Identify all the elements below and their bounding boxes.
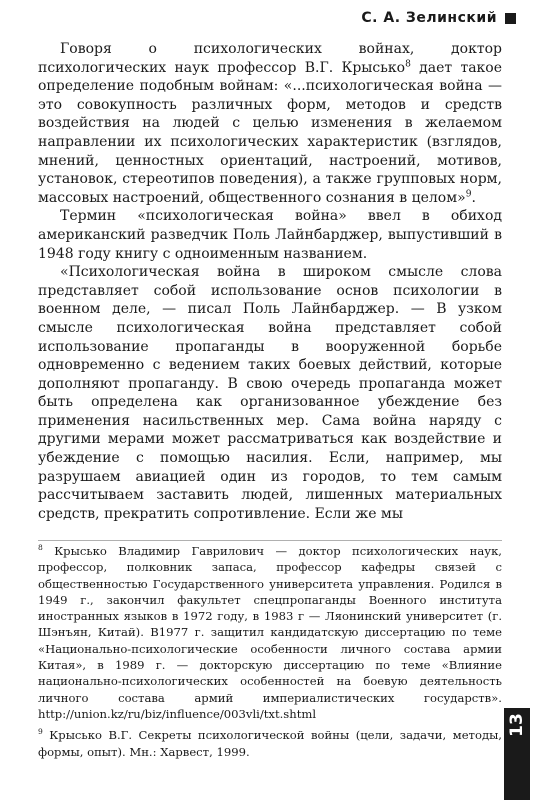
paragraph: «Психологическая война в широком смысле слова представляет собой использование основ психологии в военном деле, — писал Поль Лайнбарджер. — В узком смысле психологическая война представляет собой использование пропаганды в вооруженной борьбе одновременно с ведением таких боевых действий, которые дополняют пропаганду. В свою очередь пропаганда может быть определена как организованное убеждение без применения насильственных мер. Сама война наряду с другими мерами может рассматриваться как воздействие и убеждение с помощью насилия. Если, например, мы разрушаем авиацией один из городов, то тем самым рассчитываем заставить людей, лишенных материальных средств, прекратить сопротивление. Если же мы xyxy=(38,264,502,522)
footnote-ref: 8 xyxy=(405,58,411,69)
paragraph: Термин «психологическая война» ввел в обиход американский разведчик Поль Лайнбарджер, выпустивший в 1948 году книгу с одноименным названием. xyxy=(38,208,502,262)
running-header xyxy=(361,10,516,26)
footnote xyxy=(38,543,502,722)
footnote-text: Крысько В.Г. Секреты психологической войны (цели, задачи, методы, формы, опыт). Мн.: Харвест, 1999. xyxy=(38,728,502,759)
paragraph-text: . xyxy=(471,189,476,206)
paragraph-text: Говоря о психологических войнах, доктор психологических наук профессор В.Г. Крысько xyxy=(38,41,502,76)
header-author: С. А. Зелинский xyxy=(361,10,497,26)
paragraph-text: дает такое определение подобным войнам: «...психологическая война — это совокупность различных форм, методов и средств воздействия на людей с целью изменения в желаемом направлении их психологических характеристик (взглядов, мнений, ценностных ориентаций, настроений, мотивов, установок, стереотипов поведения), а также групповых норм, массовых настроений, общественного сознания в целом» xyxy=(38,59,503,206)
page-number-box xyxy=(504,708,530,742)
header-square-icon xyxy=(505,13,516,24)
footnote-divider xyxy=(38,540,502,541)
page-number: 13 xyxy=(506,713,527,737)
footnote-ref: 9 xyxy=(465,189,472,200)
paragraph xyxy=(38,40,502,207)
footnote xyxy=(38,727,502,760)
footnote-mark: 9 xyxy=(38,727,43,737)
footnotes xyxy=(38,543,502,760)
main-text xyxy=(38,40,502,523)
footnote-mark: 8 xyxy=(38,543,43,553)
footnote-text: Крысько Владимир Гаврилович — доктор психологических наук, профессор, полковник запаса, профессор кафедры связей с общественностью Государственного университета управления. Родился в 1949 г., закончил факультет спецпропаганды Военного института иностранных языков в 1972 году, в 1983 г — Ляонинский университет (г. Шэнъян, Китай). В1977 г. защитил кандидатскую диссертацию по теме «Национально-психологические особенности личного состава армии Китая», в 1989 г. — докторскую диссертацию по теме «Влияние национально-психологических особенностей на боевую деятельность личного состава армий империалистических государств». http://union.kz/ru/biz/influence/003vli/txt.shtml xyxy=(38,544,502,721)
